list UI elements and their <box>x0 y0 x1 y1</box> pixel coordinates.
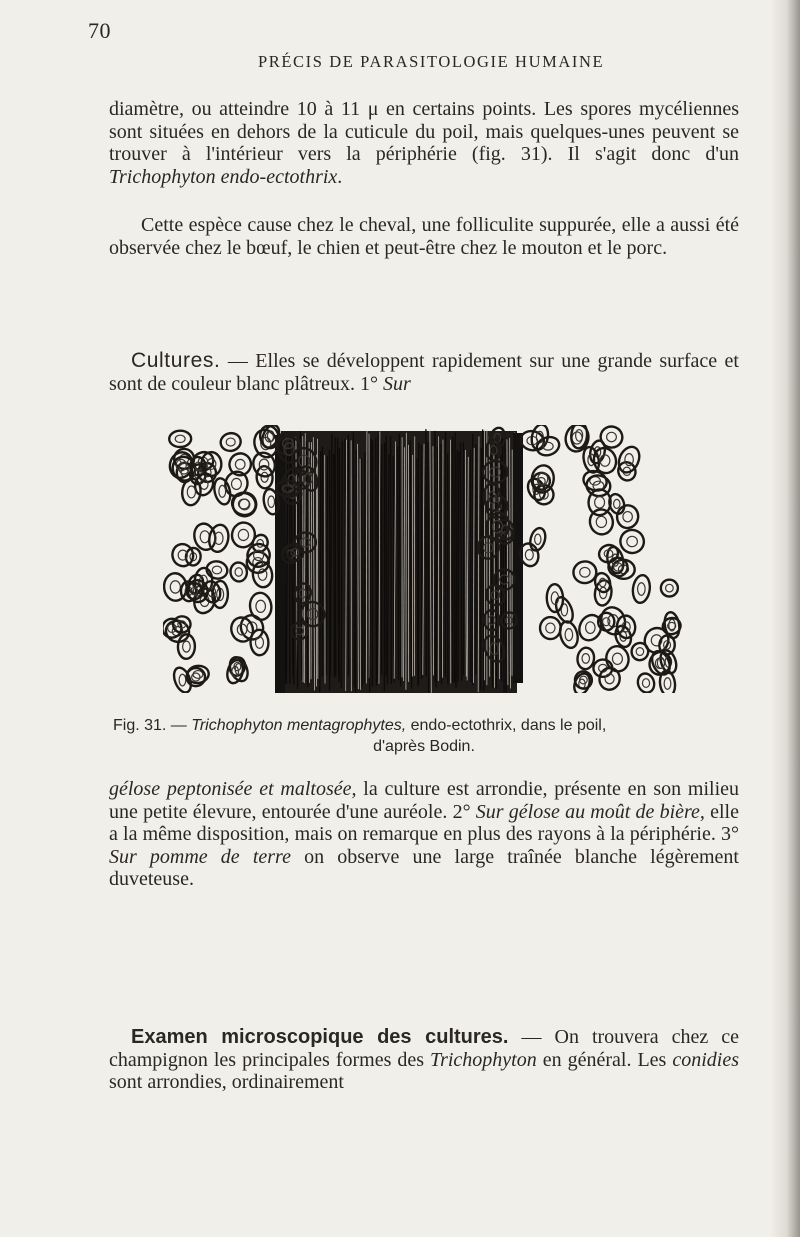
paragraph-4-text-1: la culture est arrondie, présente en son milieu une petite élevure, entourée d'une auréole. 2° <box>109 778 740 823</box>
running-head: PRÉCIS DE PARASITOLOGIE HUMAINE <box>258 52 605 71</box>
caption-text: endo-ectothrix, dans le poil, <box>406 717 607 734</box>
paragraph-5-text-2: en général. Les <box>536 1048 673 1071</box>
paragraph-4-italic-2: Sur gélose au moût de bière, <box>475 800 705 823</box>
caption-line-1 <box>109 715 739 736</box>
trichophyton-hair-drawing <box>163 425 708 693</box>
hair-drawing-group <box>163 425 682 693</box>
paragraph-1-end: . <box>337 165 343 188</box>
paragraph-5-italic-1: Trichophyton <box>430 1048 537 1071</box>
paragraph-1-italic: Trichophyton endo-ectothrix <box>109 165 338 188</box>
paragraph-5-italic-2: conidies <box>672 1048 739 1071</box>
microscopic-exam-heading: Examen microscopique des cultures. <box>131 1026 509 1048</box>
paragraph-2-text: Cette espèce cause chez le cheval, une folliculite suppurée, elle a aussi été observée chez le bœuf, le chien et peut-être chez le mouton et le porc. <box>109 214 739 259</box>
page-edge-shadow <box>770 0 800 1237</box>
figure-caption <box>109 715 739 757</box>
paragraph-4 <box>109 778 739 891</box>
paragraph-3-italic: Sur <box>383 372 411 395</box>
paragraph-1-text: diamètre, ou atteindre 10 à 11 μ en certains points. Les spores mycéliennes sont situées en dehors de la cuticule du poil, mais quelques-unes peuvent se trouver à l'intérieur vers la périphérie (fig. 31). Il s'agit donc d'un <box>109 98 739 166</box>
paragraph-2 <box>109 214 739 259</box>
caption-dash: — <box>166 717 192 734</box>
paragraph-5-text-3: sont arrondies, ordinairement <box>109 1071 344 1094</box>
caption-species: Trichophyton mentagrophytes, <box>191 717 407 734</box>
cultures-heading: Cultures. <box>131 349 221 372</box>
paragraph-1 <box>109 98 739 188</box>
paragraph-5 <box>109 1026 739 1094</box>
caption-line-2: d'après Bodin. <box>373 738 475 755</box>
paragraph-4-italic-1: gélose peptonisée et maltosée, <box>109 778 357 800</box>
paragraph-4-text-2: elle a la même disposition, mais on remarque en plus des rayons à la périphérie. 3° <box>109 800 739 846</box>
caption-label: Fig. 31. <box>113 717 167 734</box>
figure-31-illustration <box>163 425 708 693</box>
paragraph-4-text-3: on observe une large traînée blanche légèrement duveteuse. <box>109 845 739 891</box>
paragraph-4-italic-3: Sur pomme de terre <box>109 845 291 868</box>
paragraph-5-text-1: — On trouvera chez ce champignon les principales formes des <box>109 1026 739 1071</box>
paragraph-3 <box>109 350 739 395</box>
paragraph-3-text: — Elles se développent rapidement sur une grande surface et sont de couleur blanc plâtreux. 1° <box>109 350 739 395</box>
page-number: 70 <box>88 18 111 43</box>
